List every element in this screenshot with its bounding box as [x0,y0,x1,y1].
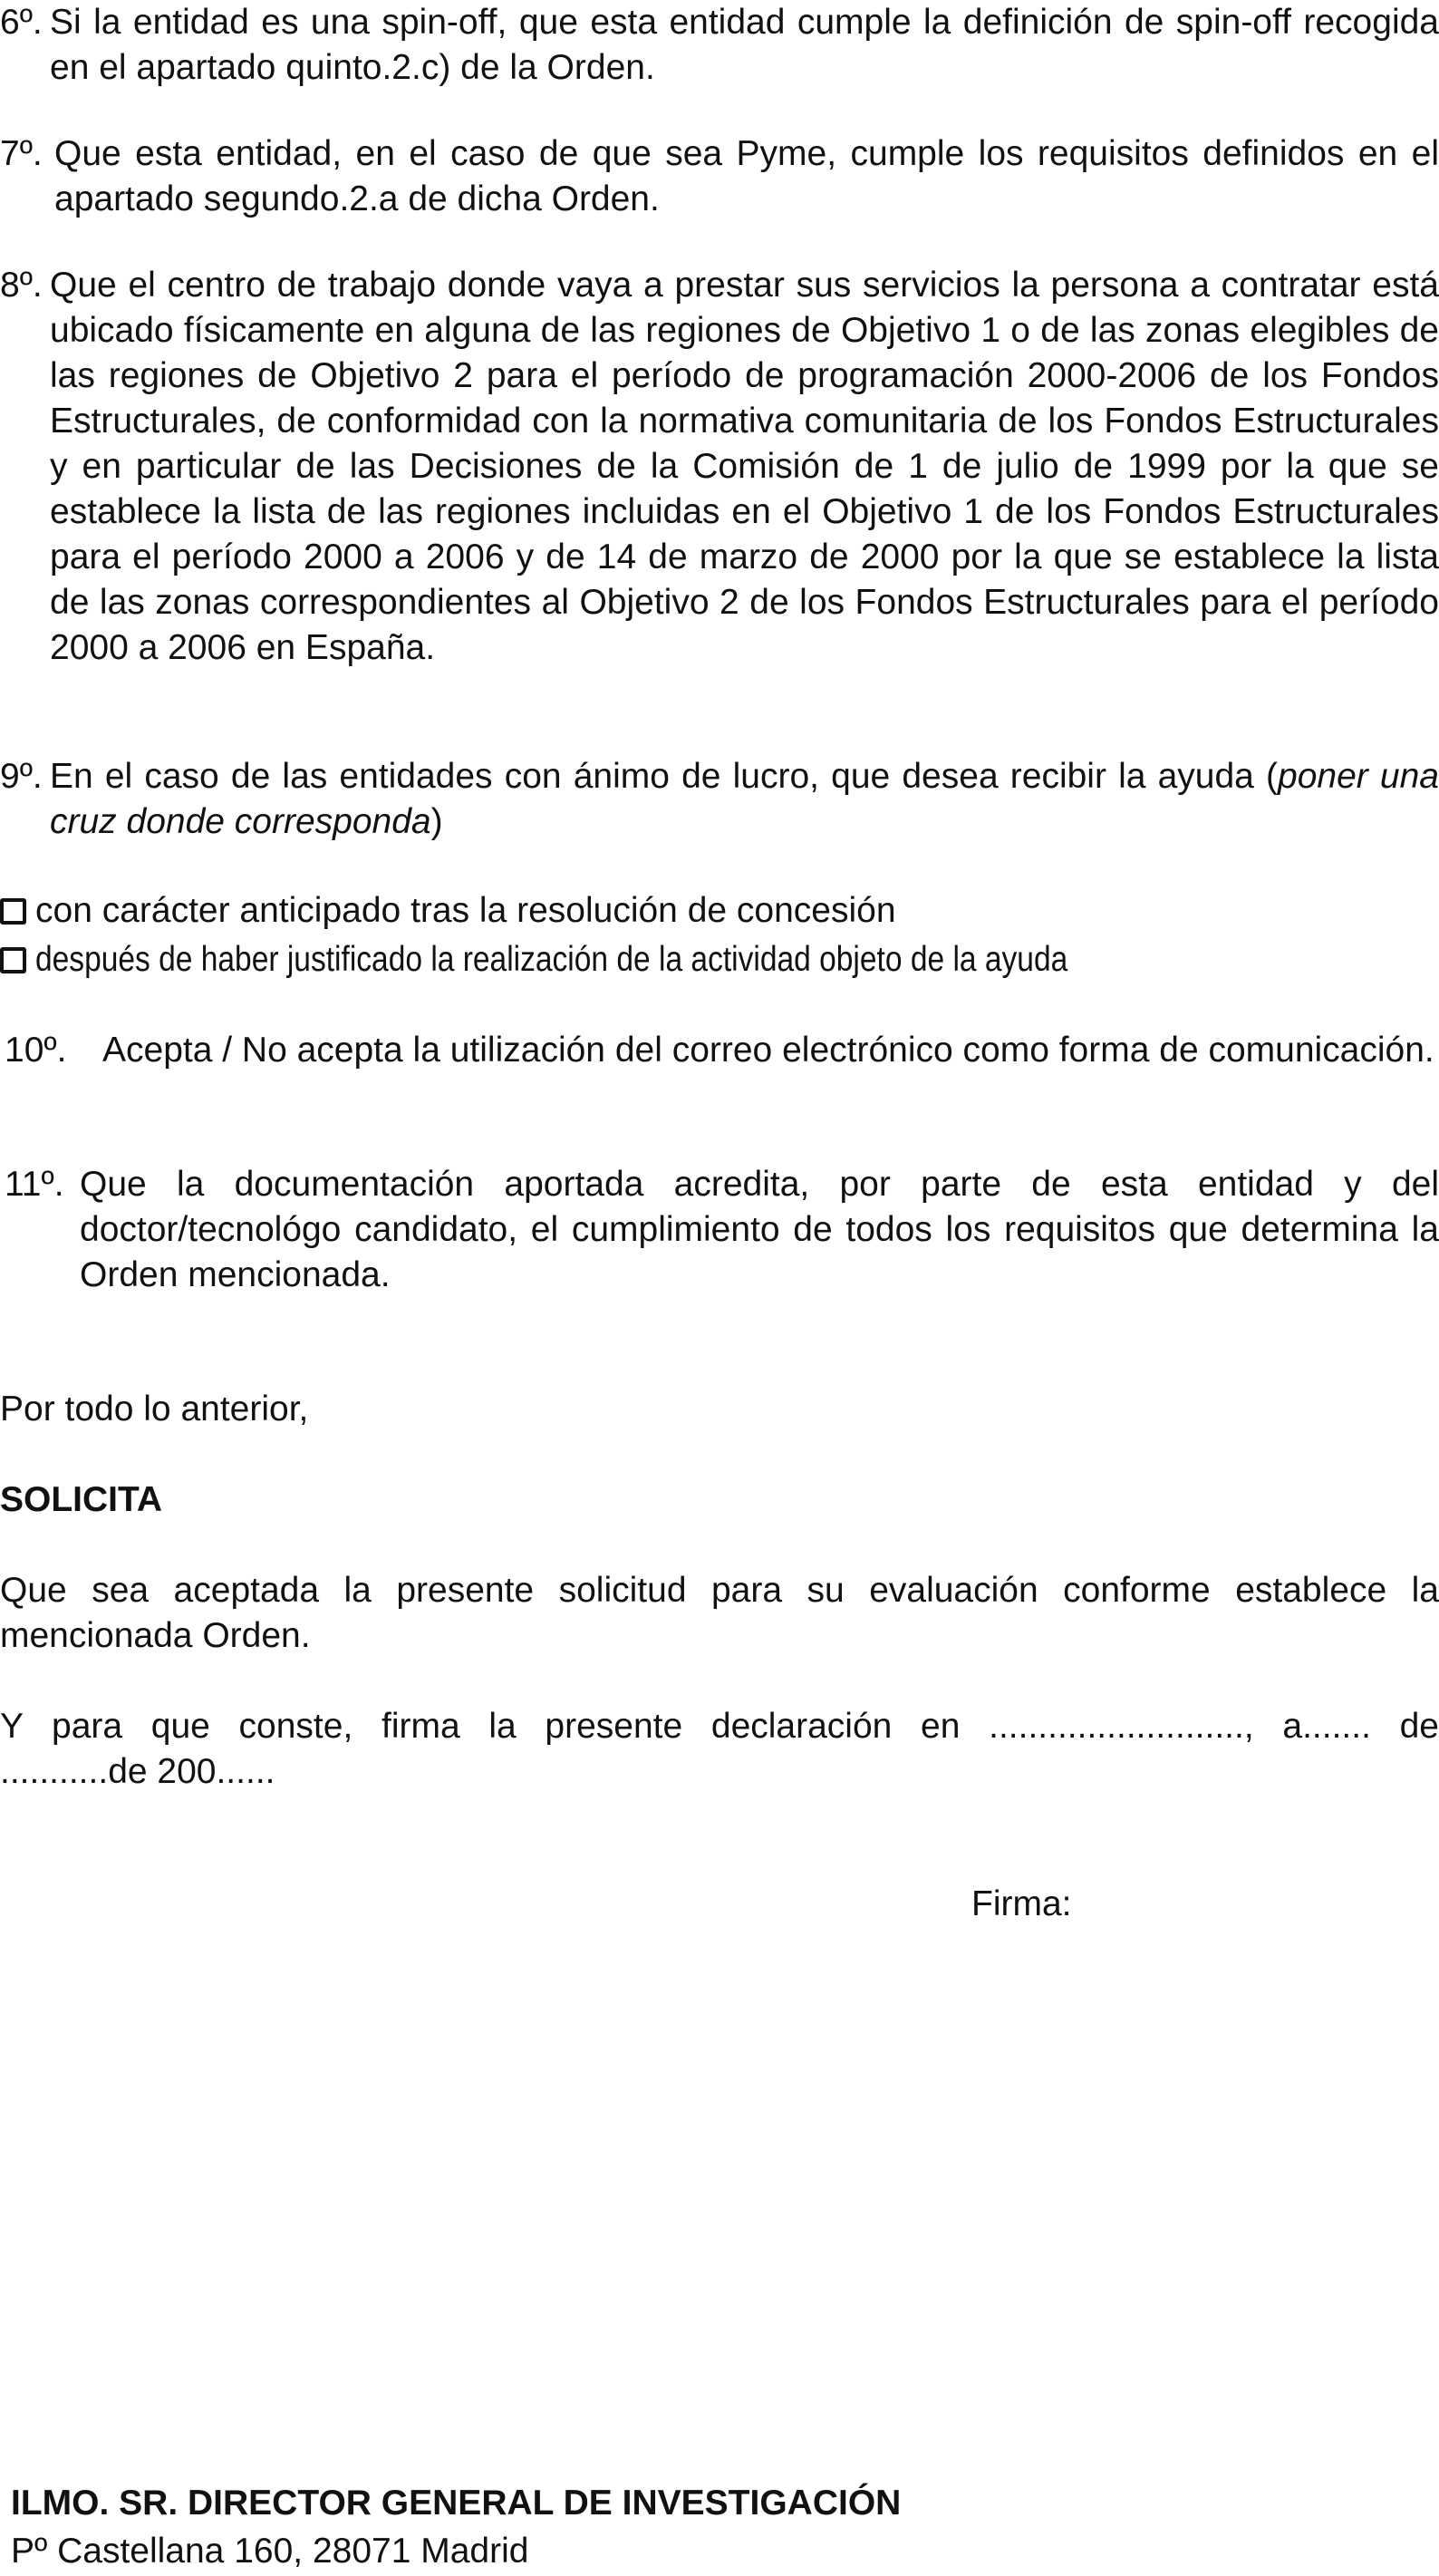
clause-7 [0,131,1439,222]
clause-text: Que esta entidad, en el caso de que sea Pyme, cumple los requisitos definidos en el apartado segundo.2.a de dicha Orden. [54,134,1439,218]
clause-9 [0,754,1439,845]
firma-label: Firma: [971,1884,1072,1923]
clause-number: 10º. [5,1031,67,1070]
clause-10 [0,1028,1439,1073]
signature-statement: Y para que conste, firma la presente declaración en .........................., a....... de [0,1707,1439,1746]
clause-number: 9º. [0,757,43,796]
option-label: después de haber justificado la realización de la actividad objeto de la ayuda [35,940,1068,979]
closing-intro: Por todo lo anterior, [0,1390,309,1428]
clause-number: 6º. [0,3,43,42]
clause-8 [0,263,1439,671]
clause-11 [0,1162,1439,1298]
option-label: con carácter anticipado tras la resolución de concesión [35,891,896,930]
option-anticipado[interactable] [0,888,896,934]
clause-text: Que el centro de trabajo donde vaya a prestar sus servicios la persona a contratar está ubicado físicamente en alguna de las regiones de Objetivo 1 o de las zonas elegibles de las regiones de Objetivo 2 para el período de programación 2000-2006 de los Fondos Estructurales, de conformidad con la normativa comunitaria de los Fondos Estructurales y en particular de las Decisiones de la Comisión de 1 de julio de 1999 por la que se establece la lista de las regiones incluidas en el Objetivo 1 de los Fondos Estructurales para el período 2000 a 2006 y de 14 de marzo de 2000 por la que se establece la lista de las zonas correspondientes al Objetivo 2 de los Fondos Estructurales para el período 2000 a 2006 en España. [50,266,1439,667]
clause-text: Si la entidad es una spin-off, que esta entidad cumple la definición de spin-off recogida en el apartado quinto.2.c) de la Orden. [50,3,1439,87]
instruction-italic: poner una cruz donde corresponda [50,757,1439,841]
addressee-address: Pº Castellana 160, 28071 Madrid [11,2532,529,2571]
clause-6 [0,0,1439,91]
clause-text: En el caso de las entidades con ánimo de lucro, que desea recibir la ayuda (poner una cruz donde corresponda) [50,757,1439,841]
addressee-title: ILMO. SR. DIRECTOR GENERAL DE INVESTIGACIÓN [11,2484,902,2523]
option-justificado[interactable] [0,937,1236,983]
checkbox[interactable] [0,947,26,973]
clause-text-main: En el caso de las entidades con ánimo de lucro, que desea recibir la ayuda [50,757,1254,796]
solicita-heading: SOLICITA [0,1480,163,1519]
clause-number: 7º. [0,134,43,173]
signature-date-line: ...........de 200...... [0,1752,275,1791]
clause-number: 11º. [5,1165,64,1204]
clause-text: Que la documentación aportada acredita, por parte de esta entidad y del doctor/tecnológo candidato, el cumplimiento de todos los requisitos que determina la Orden mencionada. [80,1165,1439,1294]
clause-number: 8º. [0,266,43,305]
request-text: Que sea aceptada la presente solicitud para su evaluación conforme establece la mencionada Orden. [0,1571,1439,1655]
clause-text: Acepta / No acepta la utilización del correo electrónico como forma de comunicación. [102,1031,1434,1070]
checkbox[interactable] [0,898,26,925]
